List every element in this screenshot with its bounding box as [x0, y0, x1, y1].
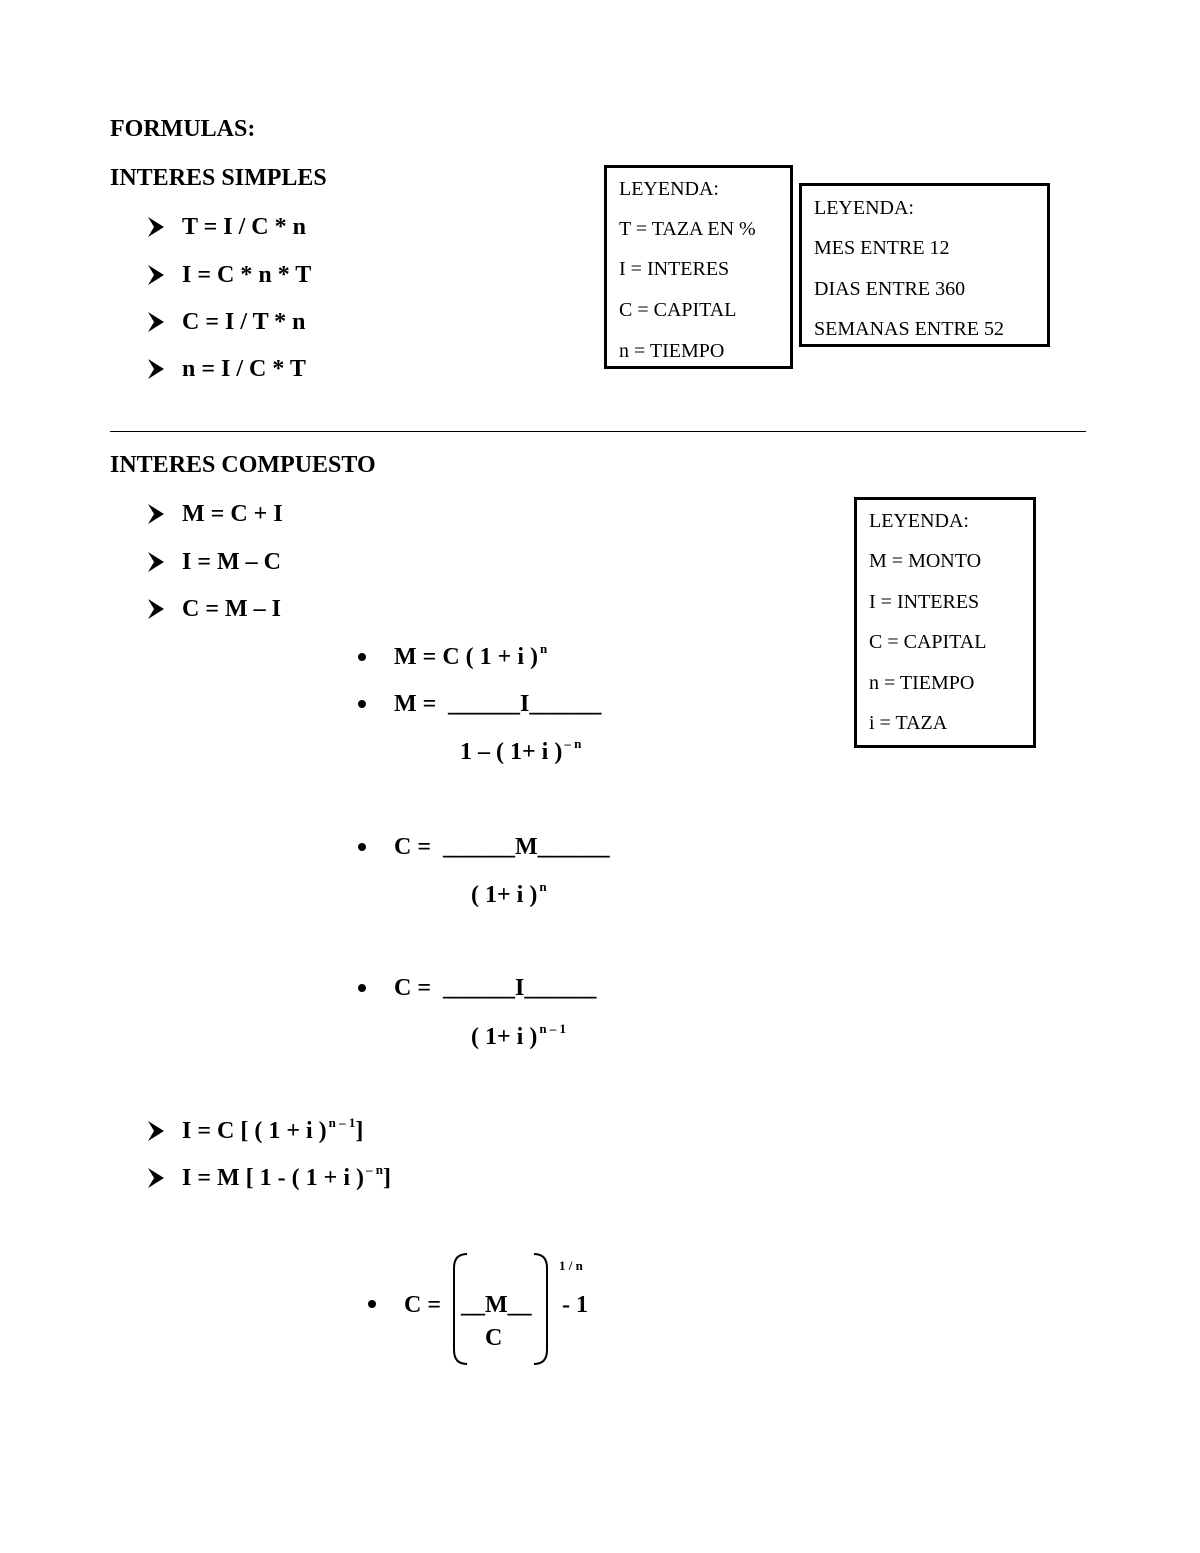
compound-interest-title: INTERES COMPUESTO: [110, 452, 376, 478]
legend-line: DIAS ENTRE 360: [814, 278, 966, 300]
formula-denominator: [471, 1021, 567, 1051]
denominator-base: ( 1+ i ): [471, 1024, 538, 1050]
compound-formula-4: [182, 1115, 364, 1145]
formula-exponent: n – 1: [328, 1115, 356, 1130]
simple-formula-3: C = I / T * n: [182, 309, 306, 335]
section-divider: [110, 431, 1086, 432]
bullet-dot-icon: [358, 653, 366, 661]
legend-line: M = MONTO: [869, 550, 982, 572]
legend-line: n = TIEMPO: [869, 672, 975, 694]
formula-denominator: [471, 879, 547, 909]
legend-line: I = INTERES: [869, 591, 980, 613]
bullet-dot-icon: [358, 984, 366, 992]
formula-base: I = M [ 1 - ( 1 + i ): [182, 1165, 364, 1191]
arrow-bullet-icon: [147, 503, 165, 525]
bullet-dot-icon: [358, 700, 366, 708]
arrow-bullet-icon: [147, 264, 165, 286]
formula-exponent: n: [540, 641, 548, 656]
legend-line: C = CAPITAL: [869, 631, 987, 653]
formula-lhs: M =: [394, 691, 437, 717]
denominator-exponent: n: [539, 879, 547, 894]
legend-line: I = INTERES: [619, 258, 730, 280]
simple-formula-2: I = C * n * T: [182, 262, 312, 288]
legend-line: LEYENDA:: [814, 197, 914, 219]
formula-lhs: C =: [394, 975, 432, 1001]
formula-exponent: 1 / n: [559, 1258, 583, 1273]
legend-line: T = TAZA EN %: [619, 218, 756, 240]
simple-formula-1: T = I / C * n: [182, 214, 306, 240]
legend-line: MES ENTRE 12: [814, 237, 950, 259]
arrow-bullet-icon: [147, 551, 165, 573]
arrow-bullet-icon: [147, 311, 165, 333]
legend-compound-box: [854, 497, 1036, 748]
arrow-bullet-icon: [147, 358, 165, 380]
formula-denominator: C: [485, 1325, 503, 1351]
arrow-bullet-icon: [147, 216, 165, 238]
arrow-bullet-icon: [147, 598, 165, 620]
formula-numerator: __M__: [461, 1292, 532, 1318]
bullet-dot-icon: [368, 1300, 376, 1308]
compound-formula-5: [182, 1162, 391, 1192]
formula-tail: - 1: [562, 1292, 588, 1318]
formula-numerator: ______I______: [448, 691, 602, 717]
formula-base: I = C [ ( 1 + i ): [182, 1118, 327, 1144]
denominator-exponent: n – 1: [539, 1021, 567, 1036]
legend-time-box: [799, 183, 1050, 347]
legend-line: LEYENDA:: [619, 178, 719, 200]
legend-line: SEMANAS ENTRE 52: [814, 318, 1005, 340]
page-heading: FORMULAS:: [110, 116, 256, 142]
compound-formula-2: I = M – C: [182, 549, 281, 575]
denominator-exponent: – n: [564, 736, 582, 751]
formula-close: ]: [382, 1165, 391, 1191]
formula-numerator: ______M______: [443, 834, 610, 860]
formula-numerator: ______I______: [443, 975, 597, 1001]
formula-close: ]: [355, 1118, 364, 1144]
formula-monto: [394, 641, 548, 671]
simple-formula-4: n = I / C * T: [182, 356, 306, 382]
formula-denominator: [460, 736, 582, 766]
legend-line: C = CAPITAL: [619, 299, 737, 321]
formula-exponent: – n: [365, 1162, 383, 1177]
compound-formula-1: M = C + I: [182, 501, 283, 527]
arrow-bullet-icon: [147, 1120, 165, 1142]
compound-formula-3: C = M – I: [182, 596, 281, 622]
bullet-dot-icon: [358, 843, 366, 851]
formula-lhs: C =: [404, 1292, 442, 1318]
denominator-base: 1 – ( 1+ i ): [460, 739, 563, 765]
denominator-base: ( 1+ i ): [471, 882, 538, 908]
legend-line: LEYENDA:: [869, 510, 969, 532]
right-parenthesis-icon: [531, 1252, 551, 1366]
arrow-bullet-icon: [147, 1167, 165, 1189]
formula-lhs: C =: [394, 834, 432, 860]
legend-line: n = TIEMPO: [619, 340, 725, 362]
legend-line: i = TAZA: [869, 712, 948, 734]
legend-simple-box: [604, 165, 793, 369]
formula-base: M = C ( 1 + i ): [394, 644, 538, 670]
simple-interest-title: INTERES SIMPLES: [110, 165, 327, 191]
